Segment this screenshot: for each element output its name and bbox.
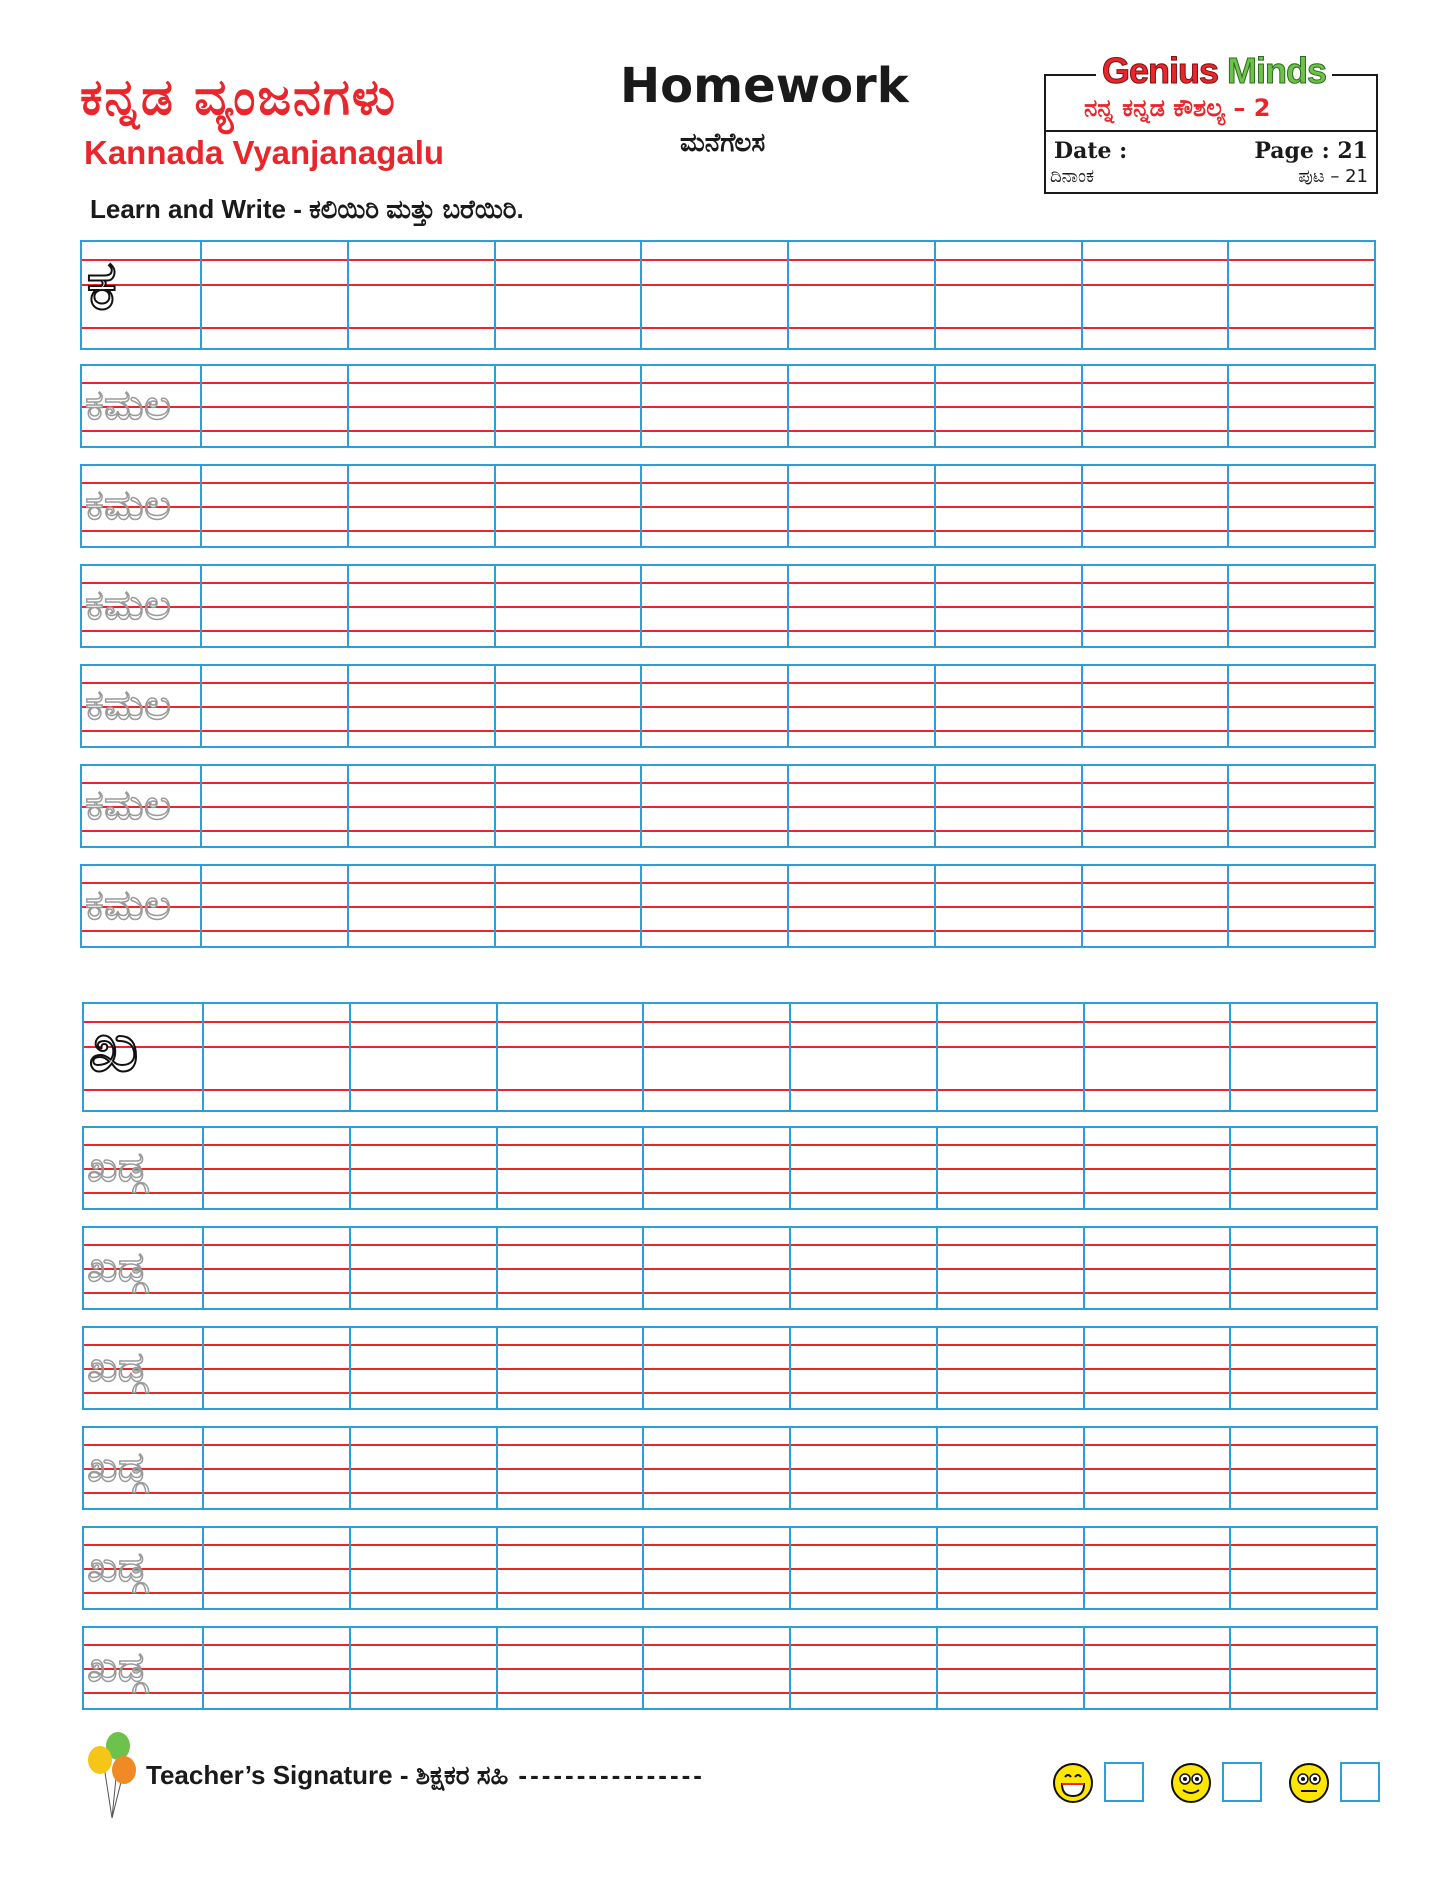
word-trace-row[interactable] — [80, 864, 1376, 948]
rating-box-good[interactable] — [1222, 1762, 1262, 1802]
guide-line — [82, 630, 1374, 632]
guide-line — [82, 782, 1374, 784]
guide-line — [82, 430, 1374, 432]
cell-divider — [936, 1004, 938, 1110]
cell-divider — [200, 242, 202, 348]
cell-divider — [494, 866, 496, 946]
cell-divider — [640, 242, 642, 348]
instruction-text: Learn and Write - ಕಲಿಯಿರಿ ಮತ್ತು ಬರೆಯಿರಿ. — [90, 194, 524, 224]
guide-line — [84, 1444, 1376, 1446]
word-trace-row[interactable] — [82, 1326, 1378, 1410]
cell-divider — [642, 1328, 644, 1408]
cell-divider — [787, 466, 789, 546]
trace-word: ಕಮಲ — [85, 780, 172, 829]
trace-word: ಖಡ್ಗ — [87, 1542, 147, 1591]
guide-line — [82, 482, 1374, 484]
cell-divider — [642, 1428, 644, 1508]
cell-divider — [496, 1628, 498, 1708]
cell-divider — [347, 566, 349, 646]
guide-line — [82, 906, 1374, 908]
cell-divider — [936, 1428, 938, 1508]
cell-divider — [640, 466, 642, 546]
word-trace-row[interactable] — [82, 1626, 1378, 1710]
balloons-icon — [82, 1730, 142, 1820]
guide-line — [84, 1468, 1376, 1470]
cell-divider — [200, 666, 202, 746]
cell-divider — [1227, 666, 1229, 746]
cell-divider — [496, 1328, 498, 1408]
cell-divider — [1227, 766, 1229, 846]
cell-divider — [1083, 1528, 1085, 1608]
cell-divider — [200, 866, 202, 946]
trace-word: ಕಮಲ — [85, 580, 172, 629]
word-trace-row[interactable] — [80, 564, 1376, 648]
guide-line — [82, 530, 1374, 532]
cell-divider — [1081, 766, 1083, 846]
brand-logo: Genius Minds — [1096, 50, 1332, 92]
cell-divider — [789, 1528, 791, 1608]
cell-divider — [789, 1228, 791, 1308]
trace-word: ಖಡ್ಗ — [87, 1642, 147, 1691]
cell-divider — [202, 1128, 204, 1208]
cell-divider — [496, 1228, 498, 1308]
guide-line — [82, 830, 1374, 832]
guide-line — [84, 1344, 1376, 1346]
cell-divider — [934, 366, 936, 446]
cell-divider — [1083, 1128, 1085, 1208]
date-label-kannada: ದಿನಾಂಕ — [1050, 166, 1095, 187]
cell-divider — [640, 666, 642, 746]
guide-line — [82, 930, 1374, 932]
cell-divider — [1083, 1628, 1085, 1708]
guide-line — [82, 506, 1374, 508]
trace-word: ಖಡ್ಗ — [87, 1142, 147, 1191]
trace-letter: ಖ — [88, 1006, 139, 1088]
cell-divider — [640, 866, 642, 946]
cell-divider — [789, 1628, 791, 1708]
cell-divider — [349, 1004, 351, 1110]
guide-line — [82, 682, 1374, 684]
cell-divider — [347, 242, 349, 348]
cell-divider — [202, 1228, 204, 1308]
excellent-face-icon — [1052, 1762, 1094, 1804]
cell-divider — [640, 366, 642, 446]
guide-line — [84, 1692, 1376, 1694]
cell-divider — [789, 1428, 791, 1508]
cell-divider — [200, 466, 202, 546]
guide-line — [84, 1268, 1376, 1270]
cell-divider — [934, 766, 936, 846]
cell-divider — [640, 766, 642, 846]
cell-divider — [1229, 1004, 1231, 1110]
guide-line — [84, 1292, 1376, 1294]
cell-divider — [349, 1628, 351, 1708]
cell-divider — [494, 666, 496, 746]
cell-divider — [787, 766, 789, 846]
guide-line — [82, 706, 1374, 708]
word-trace-row[interactable] — [80, 464, 1376, 548]
guide-line — [82, 606, 1374, 608]
word-trace-row[interactable] — [82, 1126, 1378, 1210]
guide-line — [84, 1492, 1376, 1494]
letter-trace-row[interactable] — [82, 1002, 1378, 1112]
cell-divider — [1083, 1004, 1085, 1110]
word-trace-row[interactable] — [80, 764, 1376, 848]
word-trace-row[interactable] — [80, 364, 1376, 448]
cell-divider — [1229, 1228, 1231, 1308]
guide-line — [82, 284, 1374, 286]
date-label: Date : — [1054, 138, 1128, 164]
cell-divider — [934, 466, 936, 546]
cell-divider — [936, 1328, 938, 1408]
trace-word: ಕಮಲ — [85, 680, 172, 729]
rating-box-average[interactable] — [1340, 1762, 1380, 1802]
cell-divider — [494, 466, 496, 546]
cell-divider — [1081, 566, 1083, 646]
cell-divider — [349, 1128, 351, 1208]
cell-divider — [936, 1628, 938, 1708]
guide-line — [84, 1144, 1376, 1146]
trace-word: ಖಡ್ಗ — [87, 1242, 147, 1291]
cell-divider — [787, 566, 789, 646]
guide-line — [84, 1046, 1376, 1048]
cell-divider — [347, 866, 349, 946]
cell-divider — [496, 1528, 498, 1608]
guide-line — [82, 582, 1374, 584]
guide-line — [84, 1592, 1376, 1594]
cell-divider — [202, 1628, 204, 1708]
cell-divider — [640, 566, 642, 646]
cell-divider — [1227, 366, 1229, 446]
guide-line — [82, 882, 1374, 884]
word-trace-row[interactable] — [82, 1426, 1378, 1510]
cell-divider — [1229, 1628, 1231, 1708]
guide-line — [84, 1544, 1376, 1546]
guide-line — [84, 1568, 1376, 1570]
guide-line — [84, 1089, 1376, 1091]
cell-divider — [936, 1528, 938, 1608]
cell-divider — [936, 1128, 938, 1208]
trace-letter: ಕ — [86, 244, 118, 326]
cell-divider — [1081, 666, 1083, 746]
cell-divider — [1081, 466, 1083, 546]
cell-divider — [494, 766, 496, 846]
cell-divider — [642, 1528, 644, 1608]
cell-divider — [789, 1128, 791, 1208]
guide-line — [82, 327, 1374, 329]
cell-divider — [496, 1004, 498, 1110]
cell-divider — [787, 366, 789, 446]
cell-divider — [202, 1328, 204, 1408]
cell-divider — [934, 666, 936, 746]
average-face-icon — [1288, 1762, 1330, 1804]
cell-divider — [347, 666, 349, 746]
cell-divider — [1227, 466, 1229, 546]
cell-divider — [1229, 1428, 1231, 1508]
cell-divider — [1081, 866, 1083, 946]
word-trace-row[interactable] — [80, 664, 1376, 748]
cell-divider — [494, 566, 496, 646]
cell-divider — [202, 1004, 204, 1110]
cell-divider — [349, 1228, 351, 1308]
guide-line — [84, 1021, 1376, 1023]
cell-divider — [349, 1328, 351, 1408]
cell-divider — [1083, 1428, 1085, 1508]
homework-kannada: ಮನೆಗೆಲಸ — [680, 128, 766, 158]
trace-word: ಖಡ್ಗ — [87, 1342, 147, 1391]
cell-divider — [1083, 1228, 1085, 1308]
cell-divider — [1227, 866, 1229, 946]
cell-divider — [642, 1228, 644, 1308]
cell-divider — [787, 666, 789, 746]
cell-divider — [787, 866, 789, 946]
homework-heading: Homework — [620, 58, 909, 114]
cell-divider — [789, 1004, 791, 1110]
rating-box-excellent[interactable] — [1104, 1762, 1144, 1802]
cell-divider — [1081, 242, 1083, 348]
cell-divider — [1229, 1328, 1231, 1408]
guide-line — [82, 259, 1374, 261]
cell-divider — [1229, 1128, 1231, 1208]
cell-divider — [494, 366, 496, 446]
guide-line — [82, 382, 1374, 384]
guide-line — [82, 406, 1374, 408]
cell-divider — [1083, 1328, 1085, 1408]
cell-divider — [347, 766, 349, 846]
cell-divider — [347, 366, 349, 446]
word-trace-row[interactable] — [82, 1526, 1378, 1610]
trace-word: ಕಮಲ — [85, 380, 172, 429]
cell-divider — [787, 242, 789, 348]
guide-line — [84, 1244, 1376, 1246]
trace-word: ಕಮಲ — [85, 480, 172, 529]
cell-divider — [934, 566, 936, 646]
cell-divider — [642, 1628, 644, 1708]
cell-divider — [789, 1328, 791, 1408]
cell-divider — [1229, 1528, 1231, 1608]
trace-word: ಕಮಲ — [85, 880, 172, 929]
good-face-icon — [1170, 1762, 1212, 1804]
cell-divider — [202, 1528, 204, 1608]
guide-line — [84, 1644, 1376, 1646]
teacher-signature: Teacher’s Signature - ಶಿಕ್ಷಕರ ಸಹಿ ---------------- — [146, 1760, 705, 1790]
cell-divider — [496, 1128, 498, 1208]
cell-divider — [934, 866, 936, 946]
guide-line — [82, 730, 1374, 732]
guide-line — [82, 806, 1374, 808]
brand-subtitle: ನನ್ನ ಕನ್ನಡ ಕೌಶಲ್ಯ – 2 — [1084, 94, 1271, 122]
cell-divider — [200, 366, 202, 446]
cell-divider — [642, 1128, 644, 1208]
cell-divider — [494, 242, 496, 348]
cell-divider — [1227, 566, 1229, 646]
guide-line — [84, 1368, 1376, 1370]
signature-line[interactable]: ---------------- — [518, 1760, 705, 1790]
letter-trace-row[interactable] — [80, 240, 1376, 350]
cell-divider — [349, 1528, 351, 1608]
title-english: Kannada Vyanjanagalu — [84, 134, 445, 171]
cell-divider — [200, 766, 202, 846]
title-kannada: ಕನ್ನಡ ವ್ಯಂಜನಗಳು — [80, 68, 397, 126]
page-number-kannada: ಪುಟ – 21 — [1298, 166, 1368, 187]
guide-line — [84, 1192, 1376, 1194]
cell-divider — [200, 566, 202, 646]
guide-line — [84, 1168, 1376, 1170]
trace-word: ಖಡ್ಗ — [87, 1442, 147, 1491]
cell-divider — [1227, 242, 1229, 348]
cell-divider — [202, 1428, 204, 1508]
cell-divider — [934, 242, 936, 348]
cell-divider — [496, 1428, 498, 1508]
cell-divider — [1081, 366, 1083, 446]
page-number: Page : 21 — [1254, 138, 1368, 164]
cell-divider — [642, 1004, 644, 1110]
guide-line — [84, 1392, 1376, 1394]
guide-line — [84, 1668, 1376, 1670]
cell-divider — [347, 466, 349, 546]
word-trace-row[interactable] — [82, 1226, 1378, 1310]
cell-divider — [936, 1228, 938, 1308]
cell-divider — [349, 1428, 351, 1508]
